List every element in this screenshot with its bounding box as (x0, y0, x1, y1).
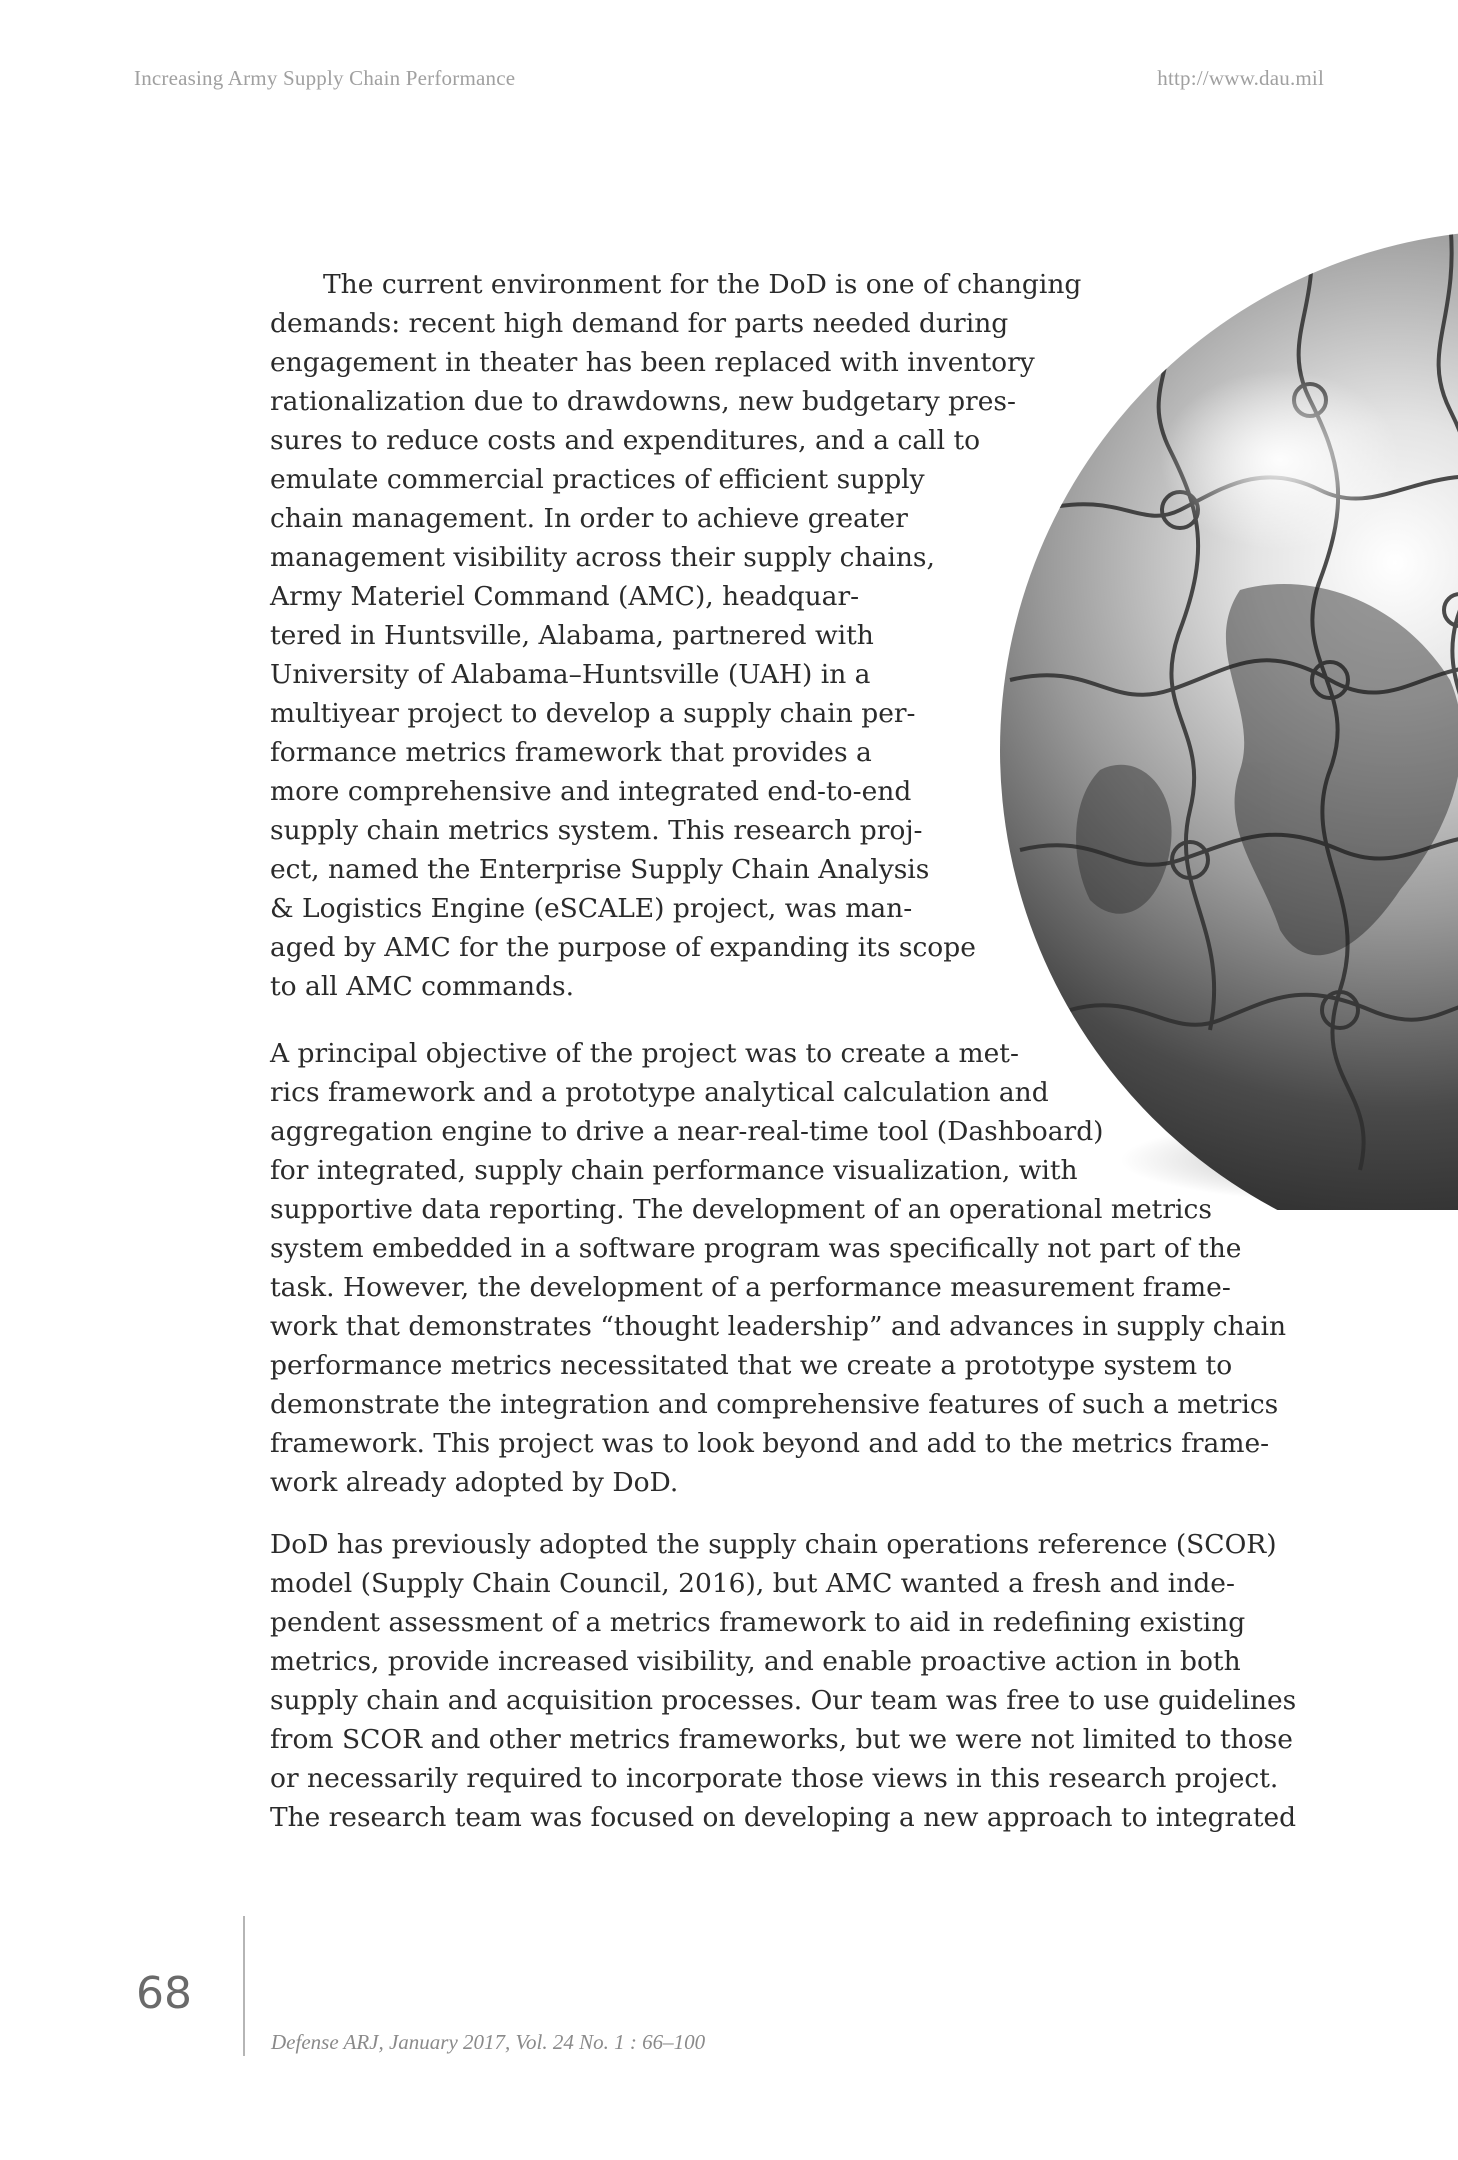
text-line: work that demonstrates “thought leadership” and advances in supply chain (270, 1311, 1287, 1342)
text-line: supportive data reporting. The development of an operational metrics (270, 1194, 1212, 1225)
text-line: for integrated, supply chain performance visualization, with (270, 1155, 1078, 1186)
body-paragraph-3 (270, 1525, 1296, 1837)
text-line: task. However, the development of a performance measurement frame- (270, 1272, 1231, 1303)
text-line: aggregation engine to drive a near-real-time tool (Dashboard) (270, 1116, 1104, 1147)
text-line: rics framework and a prototype analytical calculation and (270, 1077, 1049, 1108)
text-line: A principal objective of the project was to create a met- (270, 1038, 1019, 1069)
text-line: The current environment for the DoD is one of changing (270, 269, 1082, 300)
page-number: 68 (136, 1968, 192, 2019)
text-line: chain management. In order to achieve greater (270, 503, 908, 534)
text-line: supply chain metrics system. This research proj- (270, 815, 923, 846)
text-line: multiyear project to develop a supply chain per- (270, 698, 916, 729)
text-line: from SCOR and other metrics frameworks, but we were not limited to those (270, 1724, 1293, 1755)
text-line: model (Supply Chain Council, 2016), but AMC wanted a fresh and inde- (270, 1568, 1235, 1599)
text-line: University of Alabama–Huntsville (UAH) in a (270, 659, 871, 690)
footer-citation: Defense ARJ, January 2017, Vol. 24 No. 1 : 66–100 (271, 2030, 706, 2054)
text-line: Army Materiel Command (AMC), headquar- (270, 581, 860, 612)
text-line: emulate commercial practices of efficient supply (270, 464, 925, 495)
footer-divider (243, 1916, 245, 2056)
text-line: system embedded in a software program was specifically not part of the (270, 1233, 1242, 1264)
text-line: & Logistics Engine (eSCALE) project, was man- (270, 893, 913, 924)
body-paragraph-1 (270, 265, 1296, 1006)
text-line: sures to reduce costs and expenditures, and a call to (270, 425, 981, 456)
running-header-title: Increasing Army Supply Chain Performance (134, 66, 516, 90)
text-line: management visibility across their supply chains, (270, 542, 935, 573)
text-line: framework. This project was to look beyond and add to the metrics frame- (270, 1428, 1270, 1459)
body-paragraph-2 (270, 1034, 1296, 1502)
text-line: or necessarily required to incorporate those views in this research project. (270, 1763, 1279, 1794)
text-line: more comprehensive and integrated end-to-end (270, 776, 912, 807)
text-line: formance metrics framework that provides a (270, 737, 872, 768)
text-line: demands: recent high demand for parts needed during (270, 308, 1009, 339)
text-line: performance metrics necessitated that we create a prototype system to (270, 1350, 1233, 1381)
text-line: DoD has previously adopted the supply chain operations reference (SCOR) (270, 1529, 1277, 1560)
text-line: to all AMC commands. (270, 971, 575, 1002)
text-line: work already adopted by DoD. (270, 1467, 679, 1498)
text-line: aged by AMC for the purpose of expanding its scope (270, 932, 976, 963)
text-line: supply chain and acquisition processes. Our team was free to use guidelines (270, 1685, 1297, 1716)
text-line: engagement in theater has been replaced with inventory (270, 347, 1035, 378)
text-line: ect, named the Enterprise Supply Chain Analysis (270, 854, 930, 885)
text-line: rationalization due to drawdowns, new budgetary pres- (270, 386, 1016, 417)
text-line: pendent assessment of a metrics framework to aid in redefining existing (270, 1607, 1246, 1638)
running-header-url: http://www.dau.mil (1157, 66, 1324, 90)
text-line: metrics, provide increased visibility, and enable proactive action in both (270, 1646, 1241, 1677)
text-line: demonstrate the integration and comprehensive features of such a metrics (270, 1389, 1279, 1420)
text-line: tered in Huntsville, Alabama, partnered with (270, 620, 874, 651)
text-line: The research team was focused on developing a new approach to integrated (270, 1802, 1297, 1833)
